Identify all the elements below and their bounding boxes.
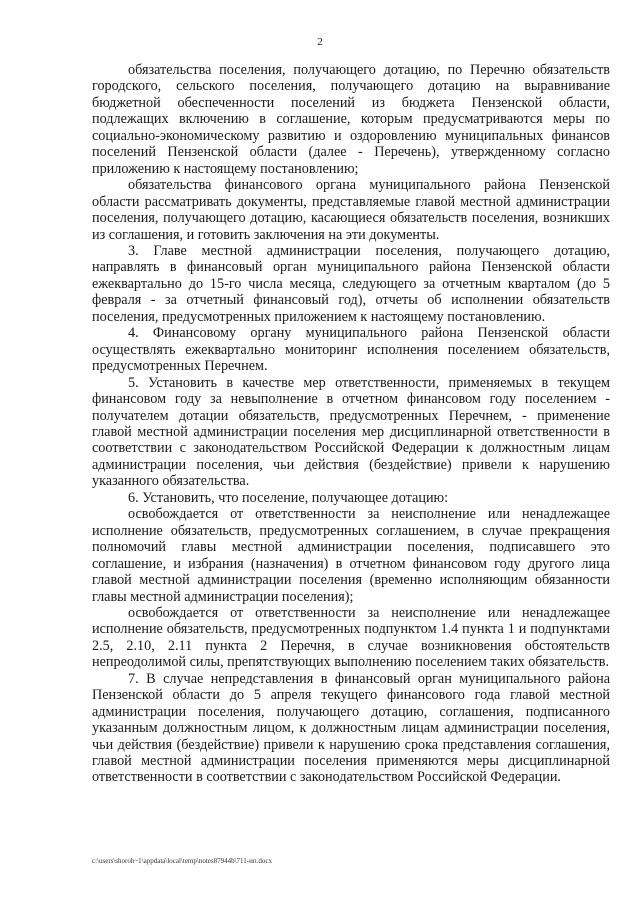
paragraph-item-3: 3. Главе местной администрации поселения, получающего дотацию, направлять в финансовый орган муниципального района Пензенской области ежеквартально до 15-го числа месяца, следующего за отчетным кварталом (до 5 февраля - за отчетный финансовый год), отчеты об исполнении обязательств поселения, предусмотренных приложением к настоящему постановлению. bbox=[92, 242, 610, 325]
page-number: 2 bbox=[317, 36, 323, 48]
paragraph-item-5: 5. Установить в качестве мер ответственности, применяемых в текущем финансовом году за невыполнение в отчетном финансовом году поселением - получателем дотации обязательств, предусмотренных Перечнем, - применение главой местной администрации поселения мер дисциплинарной ответственности в соответствии с законодательством Российской Федерации к должностным лицам администрации поселения, чьи действия (бездействие) привели к нарушению указанного обязательства. bbox=[92, 374, 610, 490]
document-body bbox=[92, 62, 610, 786]
paragraph-item-6: 6. Установить, что поселение, получающее дотацию: bbox=[128, 489, 449, 506]
paragraph-settlement-obligations: обязательства поселения, получающего дотацию, по Перечню обязательств городского, сельского поселения, получающего дотацию на выравнивание бюджетной обеспеченности поселений из бюджета Пензенской области, подлежащих включению в соглашение, которым предусматриваются меры по социально-экономическому развитию и оздоровлению муниципальных финансов поселений Пензенской области (далее - Перечень), утвержденному согласно приложению к настоящему постановлению; bbox=[92, 62, 610, 177]
paragraph-financial-body-obligations: обязательства финансового органа муниципального района Пензенской области рассматривать документы, представляемые главой местной администрации поселения, получающего дотацию, касающиеся обязательств поселения, возникших из соглашения, и готовить заключения на эти документы. bbox=[92, 177, 610, 243]
paragraph-exemption-force-majeure: освобождается от ответственности за неисполнение или ненадлежащее исполнение обязательств, предусмотренных подпунктом 1.4 пункта 1 и подпунктами 2.5, 2.10, 2.11 пункта 2 Перечня, в случае возникновения обстоятельств непреодолимой силы, препятствующих выполнению поселением таких обязательств. bbox=[92, 604, 610, 671]
paragraph-exemption-termination: освобождается от ответственности за неисполнение или ненадлежащее исполнение обязательств, предусмотренных соглашением, в случае прекращения полномочий главы местной администрации поселения, подписавшего это соглашение, и избрания (назначения) в отчетном финансовом году другого лица главой местной администрации поселения (временно исполняющим обязанности главы местной администрации поселения); bbox=[92, 506, 610, 605]
paragraph-item-4: 4. Финансовому органу муниципального района Пензенской области осуществлять ежеквартально мониторинг исполнения поселением обязательств, предусмотренных Перечнем. bbox=[92, 325, 610, 375]
paragraph-item-7: 7. В случае непредставления в финансовый орган муниципального района Пензенской области до 5 апреля текущего финансового года главой местной администрации поселения, получающего дотацию, соглашения, подписанного указанным должностным лицом, к должностным лицам администрации поселения, чьи действия (бездействие) привели к нарушению срока представления соглашения, главой местной администрации поселения применяются меры дисциплинарной ответственности в соответствии с законодательством Российской Федерации. bbox=[92, 670, 610, 786]
footer-file-path: c:\users\shoroh~1\appdata\local\temp\notes87944b\711-ип.docx bbox=[92, 857, 272, 865]
